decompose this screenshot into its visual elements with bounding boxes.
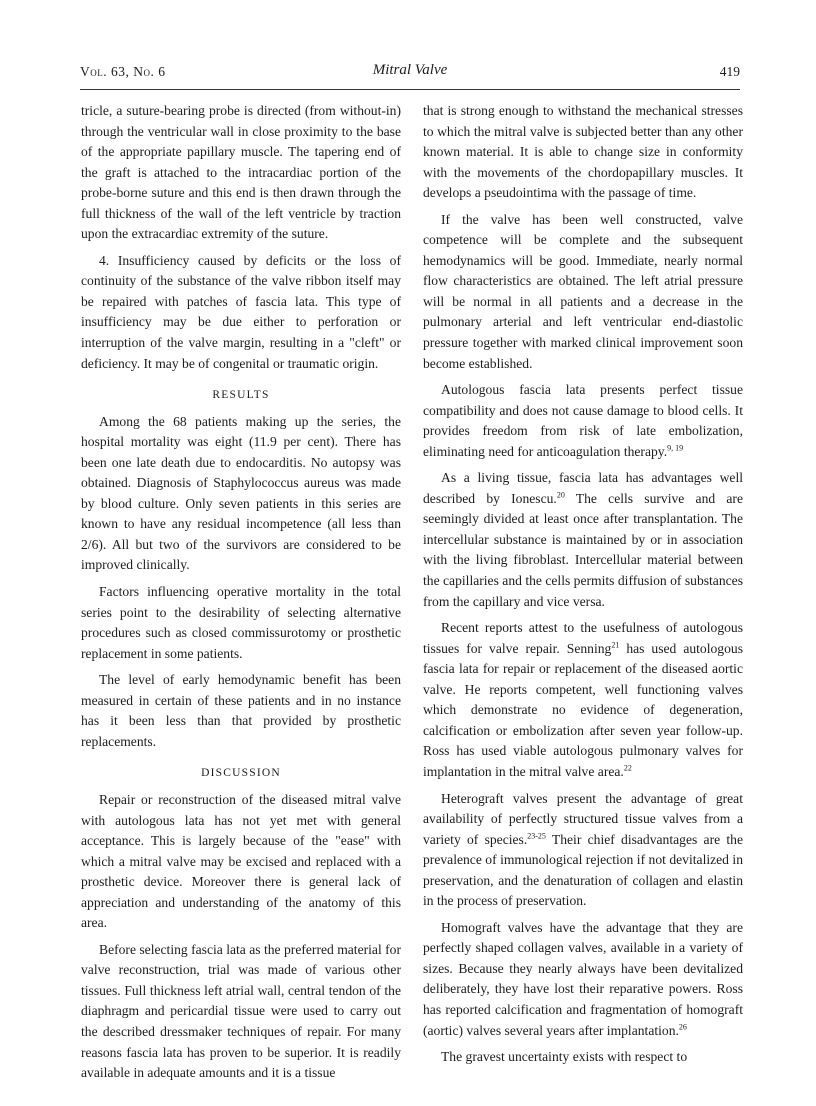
- paragraph: Homograft valves have the advantage that they are perfectly shaped collagen valves, available in a variety of sizes. Because they nearly always have been devitalized deliberately, they have lost their reparative powers. Ross has reported calcification and fragmentation of homograft (aortic) valves several years after implantation.$^{26}$: [423, 919, 743, 1038]
- reference-marker: 22: [623, 763, 632, 773]
- paragraph: As a living tissue, fascia lata has advantages well described by Ionescu.$^{20}$ The cells survive and are seemingly divided at least once after transplantation. The intercellular substance is maintained by or in association with the living fibroblast. Intercellular material between the capillaries and the cells permits diffusion of substances from the capillary and vice versa.: [423, 470, 743, 609]
- running-header: [80, 62, 740, 84]
- paragraph: Recent reports attest to the usefulness of autologous tissues for valve repair. Senning$^{21}$ has used autologous fascia lata for repair or replacement of the diseased aortic valve. He reports competent, well functioning valves which demonstrate no evidence of degeneration, calcification or embolization after seven year follow-up. Ross has used viable autologous pulmonary valves for implantation in the mitral valve area.$^{22}$: [423, 620, 743, 779]
- paragraph: If the valve has been well constructed, valve competence will be complete and the subsequent hemodynamics will be good. Immediate, nearly normal flow characteristics are obtained. The left atrial pressure will be normal in all patients and a decrease in the pulmonary arterial and left ventricular end-diastolic pressure together with marked clinical improvement soon become established.: [423, 211, 743, 371]
- reference-marker: 26: [678, 1021, 687, 1031]
- paragraph: Repair or reconstruction of the diseased mitral valve with autologous lata has not yet met with general acceptance. This is largely because of the "ease" with which a mitral valve may be excised and replaced with a prosthetic device. Moreover there is general lack of appreciation and understanding of the anatomy of this area.: [81, 791, 401, 931]
- paragraph: Autologous fascia lata presents perfect tissue compatibility and does not cause damage to blood cells. It provides freedom from risk of late embolization, eliminating need for anticoagulation therapy.$^{9, 19}$: [423, 382, 743, 459]
- paragraph: that is strong enough to withstand the mechanical stresses to which the mitral valve is subjected better than any other known material. It is able to change size in conformity with the movements of the chordopapillary muscles. It develops a pseudointima with the passage of time.: [423, 103, 743, 201]
- discussion-heading: DISCUSSION: [201, 767, 281, 780]
- reference-marker: 23-25: [527, 831, 546, 841]
- paragraph: Before selecting fascia lata as the preferred material for valve reconstruction, trial was made of various other tissues. Full thickness left atrial wall, central tendon of the diaphragm and pericardial tissue were used to carry out the described dressmaker techniques of repair. For many reasons fascia lata has proven to be superior. It is readily available in adequate amounts and it is a tissue: [81, 941, 401, 1081]
- reference-marker: 20: [556, 490, 565, 500]
- paragraph: The level of early hemodynamic benefit has been measured in certain of these patients and in no instance has it been less than that provided by prosthetic replacements.: [81, 672, 401, 749]
- left-column: [81, 101, 401, 1084]
- paragraph: 4. Insufficiency caused by deficits or the loss of continuity of the substance of the valve ribbon itself may be repaired with patches of fascia lata. This type of insufficiency may be due either to perforation or interruption of the valve margin, resulting in a "cleft" or deficiency. It may be of congenital or traumatic origin.: [81, 252, 401, 371]
- page-number: 419: [719, 64, 740, 79]
- paragraph: Factors influencing operative mortality in the total series point to the desirability of selecting alternative procedures such as closed commissurotomy or prosthetic replacement in some patients.: [81, 584, 401, 661]
- paragraph: The gravest uncertainty exists with respect to: [441, 1049, 688, 1065]
- paragraph: tricle, a suture-bearing probe is directed (from without-in) through the ventricular wall in close proximity to the base of the appropriate papillary muscle. The tapering end of the graft is attached to the intracardiac portion of the probe-borne suture and this end is then drawn through the full thickness of the wall of the left ventricle by traction upon the extracardiac extremity of the suture.: [81, 103, 401, 242]
- paragraph: Heterograft valves present the advantage of great availability of perfectly structured tissue valves from a variety of species.$^{23-25}$ Their chief disadvantages are the prevalence of immunological rejection if not devitalized in preservation, and the denaturation of collagen and elastin in the process of preservation.: [423, 790, 743, 909]
- running-title: Mitral Valve: [372, 62, 448, 78]
- reference-marker: 9, 19: [667, 443, 684, 453]
- header-rule: [80, 89, 740, 90]
- journal-volume: Vol. 63, No. 6: [80, 64, 166, 79]
- results-heading: RESULTS: [212, 389, 270, 402]
- reference-marker: 21: [611, 640, 620, 650]
- paragraph: Among the 68 patients making up the series, the hospital mortality was eight (11.9 per cent). There has been one late death due to endocarditis. No autopsy was obtained. Diagnosis of Staphylococcus aureus was made by blood culture. Only seven patients in this series are known to have any residual incompetence (all less than 2/6). All but two of the survivors are considered to be improved clinically.: [81, 413, 401, 573]
- right-column: [423, 101, 743, 1068]
